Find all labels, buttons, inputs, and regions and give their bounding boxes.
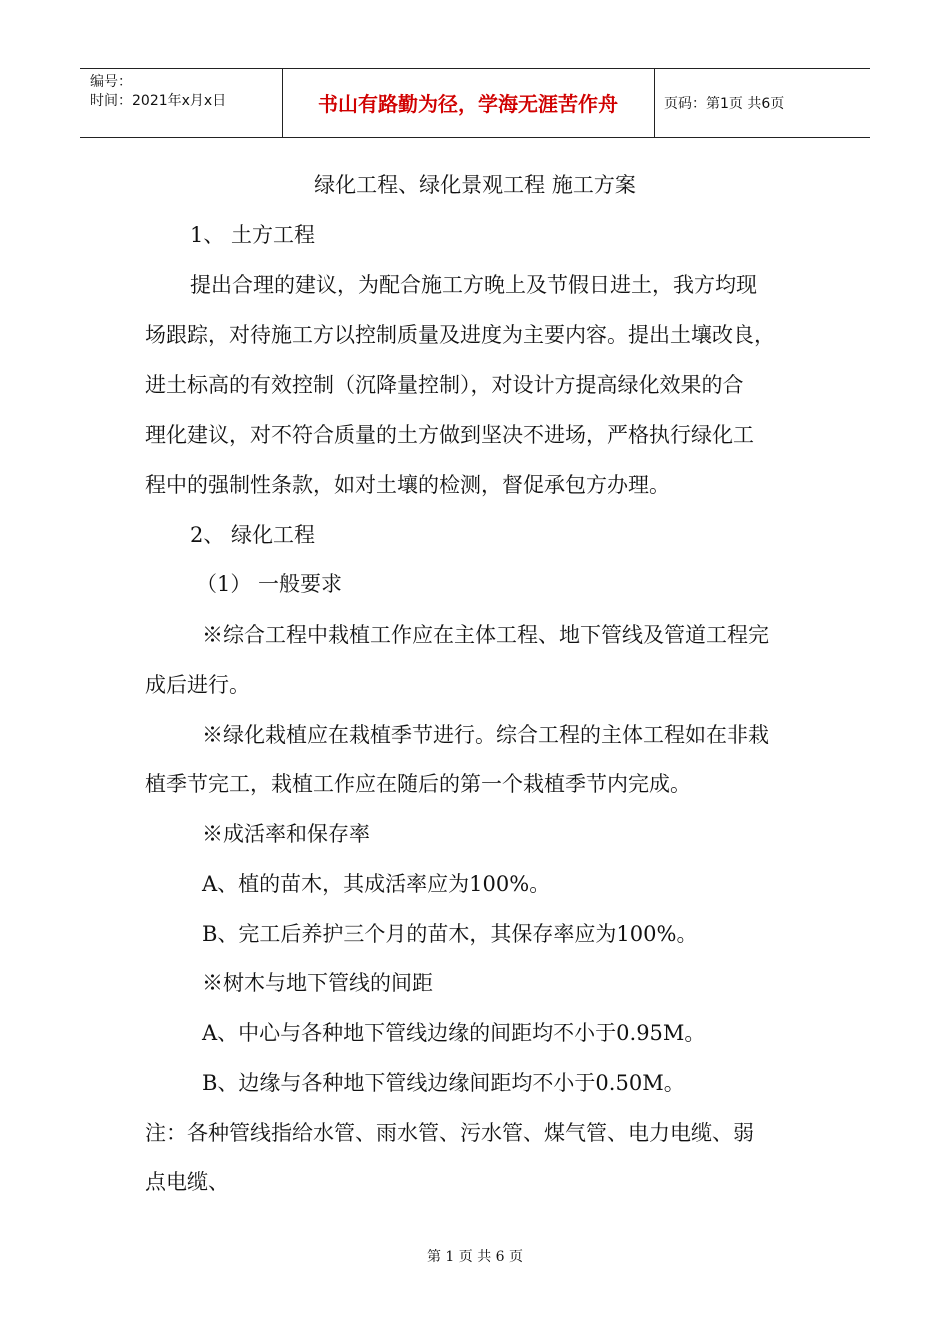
- note-line: 点电缆、: [145, 1170, 229, 1194]
- list-item: B、边缘与各种地下管线边缘间距均不小于0.50M。: [202, 1071, 685, 1095]
- list-heading: ※成活率和保存率: [202, 822, 370, 846]
- time-label: 时间：2021年x月x日: [90, 93, 227, 109]
- list-item: A、植的苗木，其成活率应为100%。: [202, 872, 551, 896]
- paragraph-line: ※综合工程中栽植工作应在主体工程、地下管线及管道工程完: [202, 623, 769, 647]
- paragraph-line: 提出合理的建议，为配合施工方晚上及节假日进土，我方均现: [190, 273, 757, 297]
- list-item: A、中心与各种地下管线边缘的间距均不小于0.95M。: [202, 1021, 706, 1045]
- paragraph-line: ※绿化栽植应在栽植季节进行。综合工程的主体工程如在非栽: [202, 723, 769, 747]
- list-heading: ※树木与地下管线的间距: [202, 971, 433, 995]
- section-heading: 2、 绿化工程: [190, 523, 316, 547]
- list-item: B、完工后养护三个月的苗木，其保存率应为100%。: [202, 922, 698, 946]
- paragraph-line: 场跟踪，对待施工方以控制质量及进度为主要内容。提出土壤改良，: [145, 323, 775, 347]
- header-meta: [90, 73, 226, 111]
- subsection-heading: （1） 一般要求: [196, 572, 343, 596]
- header-motto: 书山有路勤为径，学海无涯苦作舟: [318, 92, 618, 116]
- header-page-info: 页码：第1页 共6页: [664, 96, 785, 112]
- paragraph-line: 植季节完工，栽植工作应在随后的第一个栽植季节内完成。: [145, 772, 691, 796]
- document-title: 绿化工程、绿化景观工程 施工方案: [314, 173, 636, 197]
- section-heading: 1、 土方工程: [190, 223, 316, 247]
- header-divider: [654, 69, 655, 137]
- paragraph-line: 进土标高的有效控制（沉降量控制），对设计方提高绿化效果的合: [145, 373, 744, 397]
- paragraph-line: 程中的强制性条款，如对土壤的检测，督促承包方办理。: [145, 473, 670, 497]
- paragraph-line: 成后进行。: [145, 673, 250, 697]
- note-line: 注：各种管线指给水管、雨水管、污水管、煤气管、电力电缆、弱: [145, 1121, 754, 1145]
- page-footer: 第 1 页 共 6 页: [426, 1249, 524, 1265]
- page-header: [80, 68, 870, 138]
- paragraph-line: 理化建议，对不符合质量的土方做到坚决不进场，严格执行绿化工: [145, 423, 754, 447]
- number-label: 编号：: [90, 74, 132, 90]
